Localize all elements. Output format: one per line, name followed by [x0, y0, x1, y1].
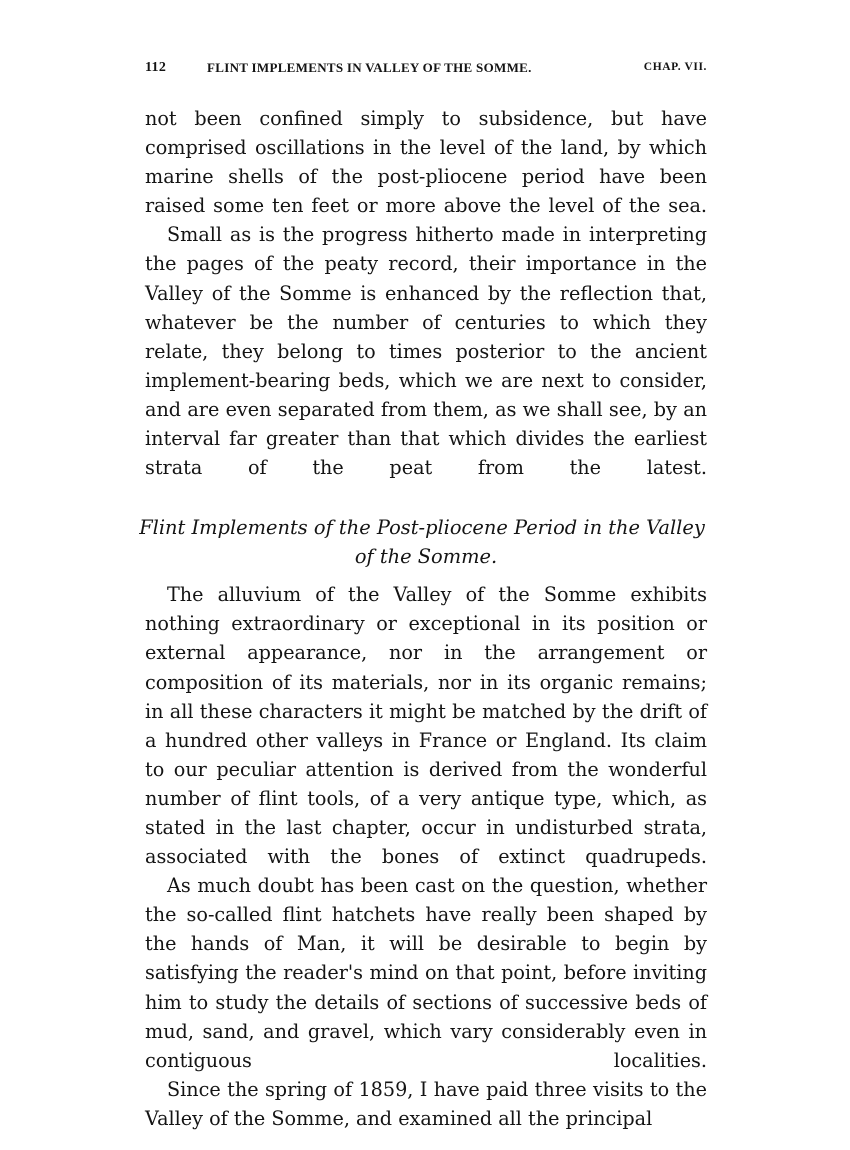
running-title: FLINT IMPLEMENTS IN VALLEY OF THE SOMME.: [207, 60, 532, 75]
paragraph: Small as is the progress hitherto made in interpreting the pages of the peaty record, their importance in the Valley of the Somme is enhanced by the reflection that, whatever be the number of centuries to which they relate, they belong to times posterior to the ancient implement-bearing beds, which we are next to consider, and are even separated from them, as we shall see, by an interval far greater than that which divides the earliest strata of the peat from the latest.: [145, 223, 707, 480]
chapter-label: CHAP. VII.: [643, 61, 707, 73]
paragraph: not been confined simply to subsidence, but have comprised oscillations in the level of the land, by which marine shells of the post-pliocene period have been raised some ten feet or more above the level of the sea.: [145, 107, 707, 218]
paragraph: Since the spring of 1859, I have paid three visits to the Valley of the Somme, and examined all the principal: [145, 1077, 707, 1130]
book-page: [139, 52, 707, 1133]
page-number: 112: [145, 60, 167, 75]
section-heading-line: Flint Implements of the Post-pliocene Period in the Valley: [139, 516, 705, 540]
body-text-bottom: [145, 580, 707, 1133]
running-header: [145, 52, 707, 76]
paragraph: As much doubt has been cast on the question, whether the so-called flint hatchets have really been shaped by the hands of Man, it will be desirable to begin by satisfying the reader's mind on that point, before inviting him to study the details of sections of successive beds of mud, sand, and gravel, which vary considerably even in contiguous localities.: [145, 874, 707, 1072]
body-text-top: [145, 104, 707, 482]
paragraph: The alluvium of the Valley of the Somme exhibits nothing extraordinary or exceptional in its position or external appearance, nor in the arrangement or composition of its materials, nor in its organic remains; in all these characters it might be matched by the drift of a hundred other valleys in France or England. Its claim to our peculiar attention is derived from the wonderful number of flint tools, of a very antique type, which, as stated in the last chapter, occur in undisturbed strata, associated with the bones of extinct quadrupeds.: [145, 583, 707, 869]
section-heading-line: of the Somme.: [354, 545, 498, 569]
section-heading: [139, 513, 707, 571]
